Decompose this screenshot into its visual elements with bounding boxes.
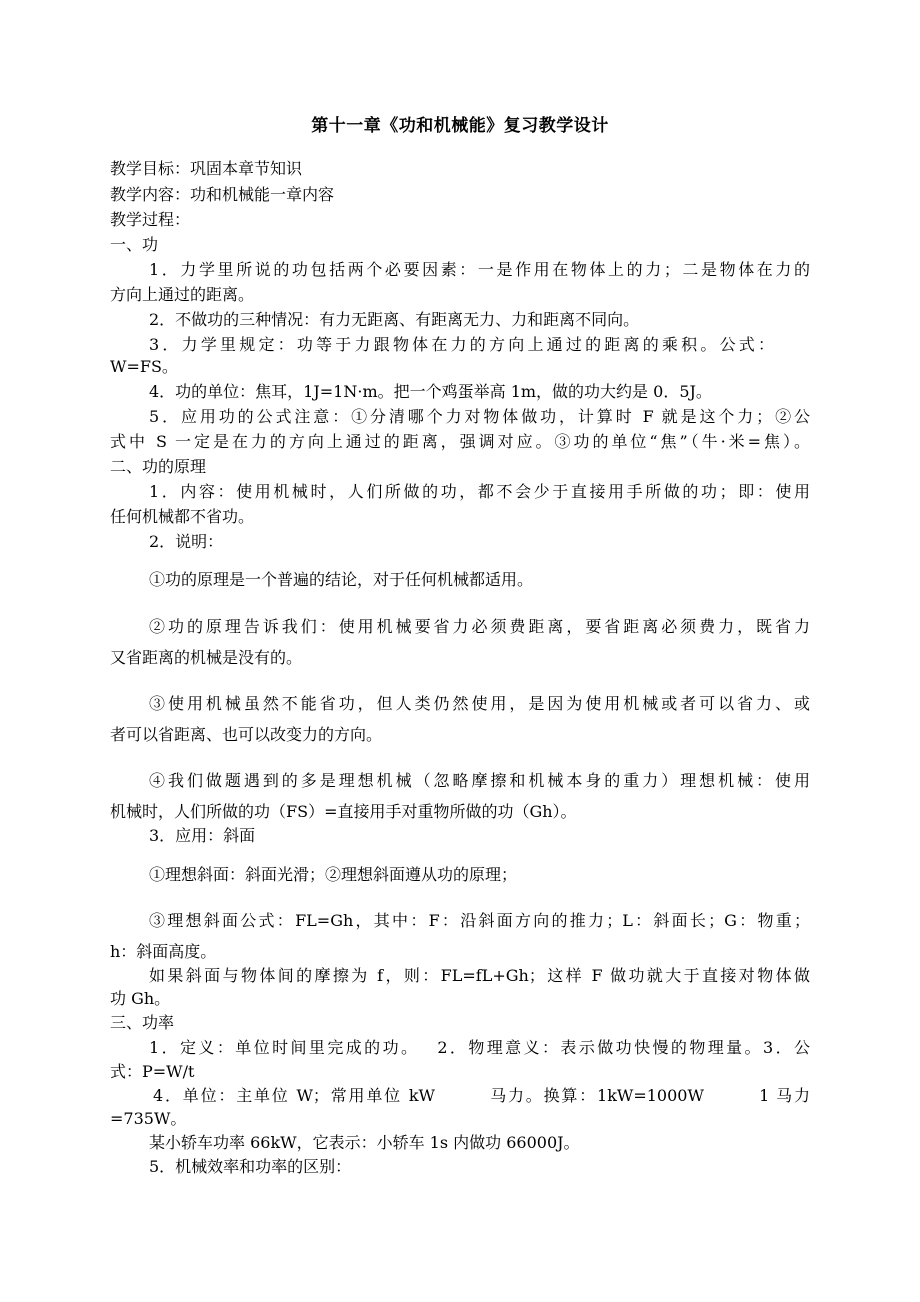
text-line: 式：P=W/t [110,1062,195,1081]
text-line: 方向上通过的距离。 [110,285,255,304]
text-line: 5．应用功的公式注意：①分清哪个力对物体做功，计算时 F 就是这个力；②公 [149,407,810,426]
text-line: 教学目标：巩固本章节知识 [110,159,303,178]
text-line: h：斜面高度。 [110,942,217,961]
text-line: 1．力学里所说的功包括两个必要因素：一是作用在物体上的力；二是物体在力的 [149,260,810,279]
section-heading: 三、功率 [110,1013,175,1032]
text-line: 功 Gh。 [110,989,171,1008]
text-line: 教学内容：功和机械能一章内容 [110,185,335,204]
text-line: 2．说明： [149,532,224,551]
text-line: 3．力学里规定：功等于力跟物体在力的方向上通过的距离的乘积。公式： [149,335,774,354]
text-line: 3．应用：斜面 [149,826,256,845]
text-line: 任何机械都不省功。 [110,507,255,526]
text-line: 式中 S 一定是在力的方向上通过的距离，强调对应。③功的单位“焦”（牛·米=焦）。 [110,432,810,451]
section-heading: 二、功的原理 [110,457,207,476]
text-line: ②功的原理告诉我们：使用机械要省力必须费距离，要省距离必须费力，既省力 [149,617,810,636]
text-line: 1．内容：使用机械时，人们所做的功，都不会少于直接用手所做的功；即：使用 [149,482,810,501]
text-line: 教学过程： [110,210,191,229]
text-line: 4．功的单位：焦耳，1J=1N·m。把一个鸡蛋举高 1m，做的功大约是 0．5J。 [149,382,712,401]
text-line: 又省距离的机械是没有的。 [110,648,303,667]
text-line: 2．不做功的三种情况：有力无距离、有距离无力、力和距离不同向。 [149,310,640,329]
text-line: ①功的原理是一个普遍的结论，对于任何机械都适用。 [149,570,534,589]
text-line: 如果斜面与物体间的摩擦为 f，则：FL=fL+Gh；这样 F 做功就大于直接对物体做 [149,966,810,985]
text-line: ③使用机械虽然不能省功，但人类仍然使用，是因为使用机械或者可以省力、或 [149,694,810,713]
section-heading: 一、功 [110,235,159,254]
text-line: ③理想斜面公式：FL=Gh，其中：F：沿斜面方向的推力；L：斜面长；G：物重； [149,911,810,930]
text-line: W=FS。 [110,357,178,376]
text-line: ①理想斜面：斜面光滑；②理想斜面遵从功的原理； [149,865,518,884]
text-line: =735W。 [110,1109,187,1128]
text-line: 4．单位：主单位 W；常用单位 kW 马力。换算：1kW=1000W 1 马力 [153,1086,810,1105]
text-line: ④我们做题遇到的多是理想机械（忽略摩擦和机械本身的重力）理想机械：使用 [149,771,810,790]
text-line: 5．机械效率和功率的区别： [149,1157,352,1176]
text-line: 某小轿车功率 66kW，它表示：小轿车 1s 内做功 66000J。 [149,1133,580,1152]
text-line: 者可以省距离、也可以改变力的方向。 [110,725,383,744]
document-title: 第十一章《功和机械能》复习教学设计 [311,116,609,136]
text-line: 1．定义：单位时间里完成的功。 2．物理意义：表示做功快慢的物理量。3．公 [149,1038,810,1057]
text-line: 机械时，人们所做的功（FS）=直接用手对重物所做的功（Gh）。 [110,802,577,821]
